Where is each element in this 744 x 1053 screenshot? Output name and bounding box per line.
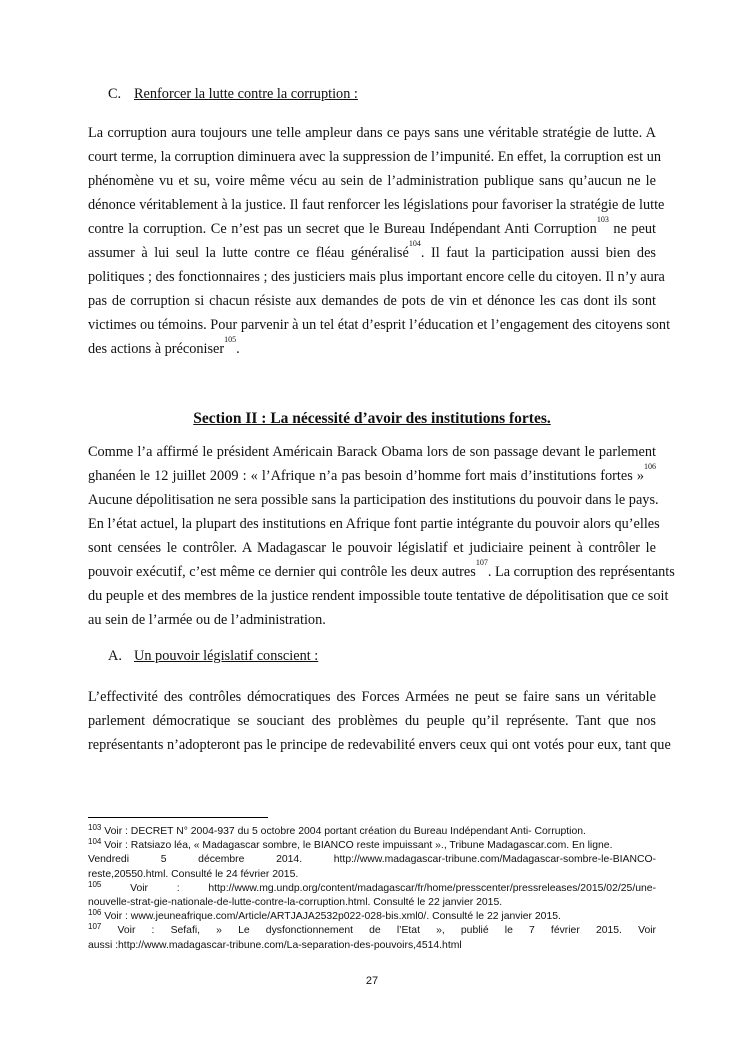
footnote-line	[88, 839, 656, 853]
text-line	[88, 289, 656, 313]
text-line	[88, 145, 662, 169]
text-segment: La corruption aura toujours une telle ampleur dans ce pays sans une véritable stratégie de lutte. A	[88, 125, 656, 141]
paragraph-institutions	[88, 440, 675, 632]
footnote-reference[interactable]: 104	[88, 837, 102, 847]
footnote-line	[88, 868, 656, 882]
paragraph-legislatif	[88, 685, 671, 757]
text-line	[88, 709, 656, 733]
text-segment: . Il faut la participation aussi bien des	[420, 245, 656, 261]
text-line	[88, 217, 656, 241]
text-segment: Vendredi 5 décembre 2014. http://www.madagascar-tribune.com/Madagascar-sombre-le-BIANCO-	[88, 854, 656, 866]
subsection-title: Renforcer la lutte contre la corruption :	[134, 86, 358, 102]
text-segment: . La corruption des représentants	[487, 564, 675, 580]
text-segment: Comme l’a affirmé le président Américain Barack Obama lors de son passage devant le parlement	[88, 444, 656, 460]
text-line	[88, 193, 665, 217]
footnote-reference[interactable]: 105	[88, 879, 102, 889]
footnote-reference[interactable]: 103	[88, 823, 102, 832]
text-line	[88, 121, 656, 145]
text-line	[88, 608, 656, 632]
text-segment: reste,20550.html. Consulté le 24 février 2015.	[88, 868, 299, 880]
text-segment: nouvelle-strat-gie-nationale-de-lutte-contre-la-corruption.html. Consulté le 22 janvier 2015.	[88, 896, 503, 908]
text-line	[88, 512, 660, 536]
text-segment: parlement démocratique se souciant des problèmes du peuple qu’il représente. Tant que nos	[88, 713, 656, 729]
text-segment: Voir : Ratsiazo léa, « Madagascar sombre, le BIANCO reste impuissant »., Tribune Madagascar.com. En ligne.	[101, 840, 613, 852]
text-segment: ghanéen le 12 juillet 2009 : « l’Afrique n’a pas besoin d’homme fort mais d’institutions fortes »	[88, 468, 644, 484]
footnote-reference[interactable]: 106	[644, 462, 656, 471]
footnote-separator	[88, 817, 268, 818]
footnote-reference[interactable]: 107	[475, 558, 488, 567]
text-segment: pas de corruption si chacun résiste aux demandes de pots de vin et dénonce les cas dont ils sont	[88, 293, 656, 309]
text-segment: .	[236, 341, 240, 357]
footnote-line	[88, 939, 656, 953]
text-line	[88, 488, 659, 512]
text-segment: sont censées le contrôler. A Madagascar le pouvoir législatif et judiciaire peinent à contrôler le	[88, 540, 656, 556]
text-segment: En l’état actuel, la plupart des institutions en Afrique font partie intégrante du pouvoir alors qu’elles	[88, 516, 660, 532]
paragraph-corruption	[88, 121, 671, 361]
text-segment: représentants n’adopteront pas le principe de redevabilité envers ceux qui ont votés pour eux, tant que	[88, 737, 671, 753]
footnote-line	[88, 879, 656, 896]
footnote-reference[interactable]: 103	[596, 215, 609, 224]
text-line	[88, 241, 656, 265]
text-segment: aussi :http://www.madagascar-tribune.com/La-separation-des-pouvoirs,4514.html	[88, 939, 462, 951]
text-segment: L’effectivité des contrôles démocratiques des Forces Armées ne peut se faire sans un véritable	[88, 689, 656, 705]
text-line	[88, 536, 656, 560]
page-number: 27	[365, 975, 379, 987]
text-line	[88, 733, 671, 757]
text-segment: du peuple et des membres de la justice rendent impossible toute tentative de dépolitisation que ce soit	[88, 588, 669, 604]
subsection-c-heading	[108, 86, 358, 103]
subsection-label: A.	[108, 648, 122, 664]
text-segment: victimes ou témoins. Pour parvenir à un tel état d’esprit l’éducation et l’engagement des citoyens sont	[88, 317, 671, 333]
footnote-line	[88, 853, 656, 867]
footnote-line	[88, 896, 656, 910]
text-segment: ne peut	[608, 221, 656, 237]
text-segment: court terme, la corruption diminuera avec la suppression de l’impunité. En effet, la corruption est un	[88, 149, 662, 165]
subsection-a-heading	[108, 648, 318, 665]
text-segment: Voir : DECRET N° 2004-937 du 5 octobre 2004 portant création du Bureau Indépendant Anti- Corruption.	[101, 826, 586, 837]
footnote-reference[interactable]: 105	[224, 335, 237, 344]
footnotes	[88, 825, 656, 953]
text-line	[88, 265, 665, 289]
section-title-text: Section II : La nécessité d’avoir des institutions fortes.	[193, 410, 551, 427]
text-segment: Aucune dépolitisation ne sera possible sans la participation des institutions du pouvoir dans le pays.	[88, 492, 659, 508]
text-line	[88, 169, 656, 193]
text-segment: pouvoir exécutif, c’est même ce dernier qui contrôle les deux autres	[88, 564, 476, 580]
subsection-title: Un pouvoir législatif conscient :	[134, 648, 319, 664]
text-segment: dénonce véritablement à la justice. Il faut renforcer les législations pour favoriser la stratégie de lutte	[88, 197, 665, 213]
text-line	[88, 584, 669, 608]
footnote-reference[interactable]: 106	[88, 908, 102, 918]
section-title	[0, 410, 744, 428]
text-line	[88, 558, 675, 584]
text-segment: Voir : www.jeuneafrique.com/Article/ARTJAJA2532p022-028-bis.xml0/. Consulté le 22 janvier 2015.	[101, 911, 561, 923]
text-line	[88, 685, 656, 709]
text-segment: politiques ; des fonctionnaires ; des justiciers mais plus important encore celle du citoyen. Il n’y aura	[88, 269, 665, 285]
text-line	[88, 337, 656, 361]
footnote-line	[88, 924, 656, 938]
text-line	[88, 464, 656, 488]
footnote-line	[88, 910, 656, 924]
text-segment: des actions à préconiser	[88, 341, 225, 357]
text-segment: Voir : Sefafi, » Le dysfonctionnement de l’Etat », publié le 7 février 2015. Voir	[101, 925, 656, 937]
text-line	[88, 313, 671, 337]
text-segment: phénomène vu et su, voire même vécu au sein de l’administration publique sans qu’aucun ne le	[88, 173, 656, 189]
text-line	[88, 440, 656, 464]
text-segment: contre la corruption. Ce n’est pas un secret que le Bureau Indépendant Anti Corruption	[88, 221, 597, 237]
footnote-line	[88, 825, 656, 839]
text-segment: Voir : http://www.mg.undp.org/content/madagascar/fr/home/presscenter/pressreleases/2015/02/25/une-	[101, 882, 656, 894]
text-segment: assumer à lui seul la lutte contre ce fléau généralisé	[88, 245, 409, 261]
footnote-reference[interactable]: 104	[408, 239, 421, 248]
subsection-label: C.	[108, 86, 122, 102]
text-segment: au sein de l’armée ou de l’administration.	[88, 612, 326, 628]
footnote-reference[interactable]: 107	[88, 922, 102, 932]
